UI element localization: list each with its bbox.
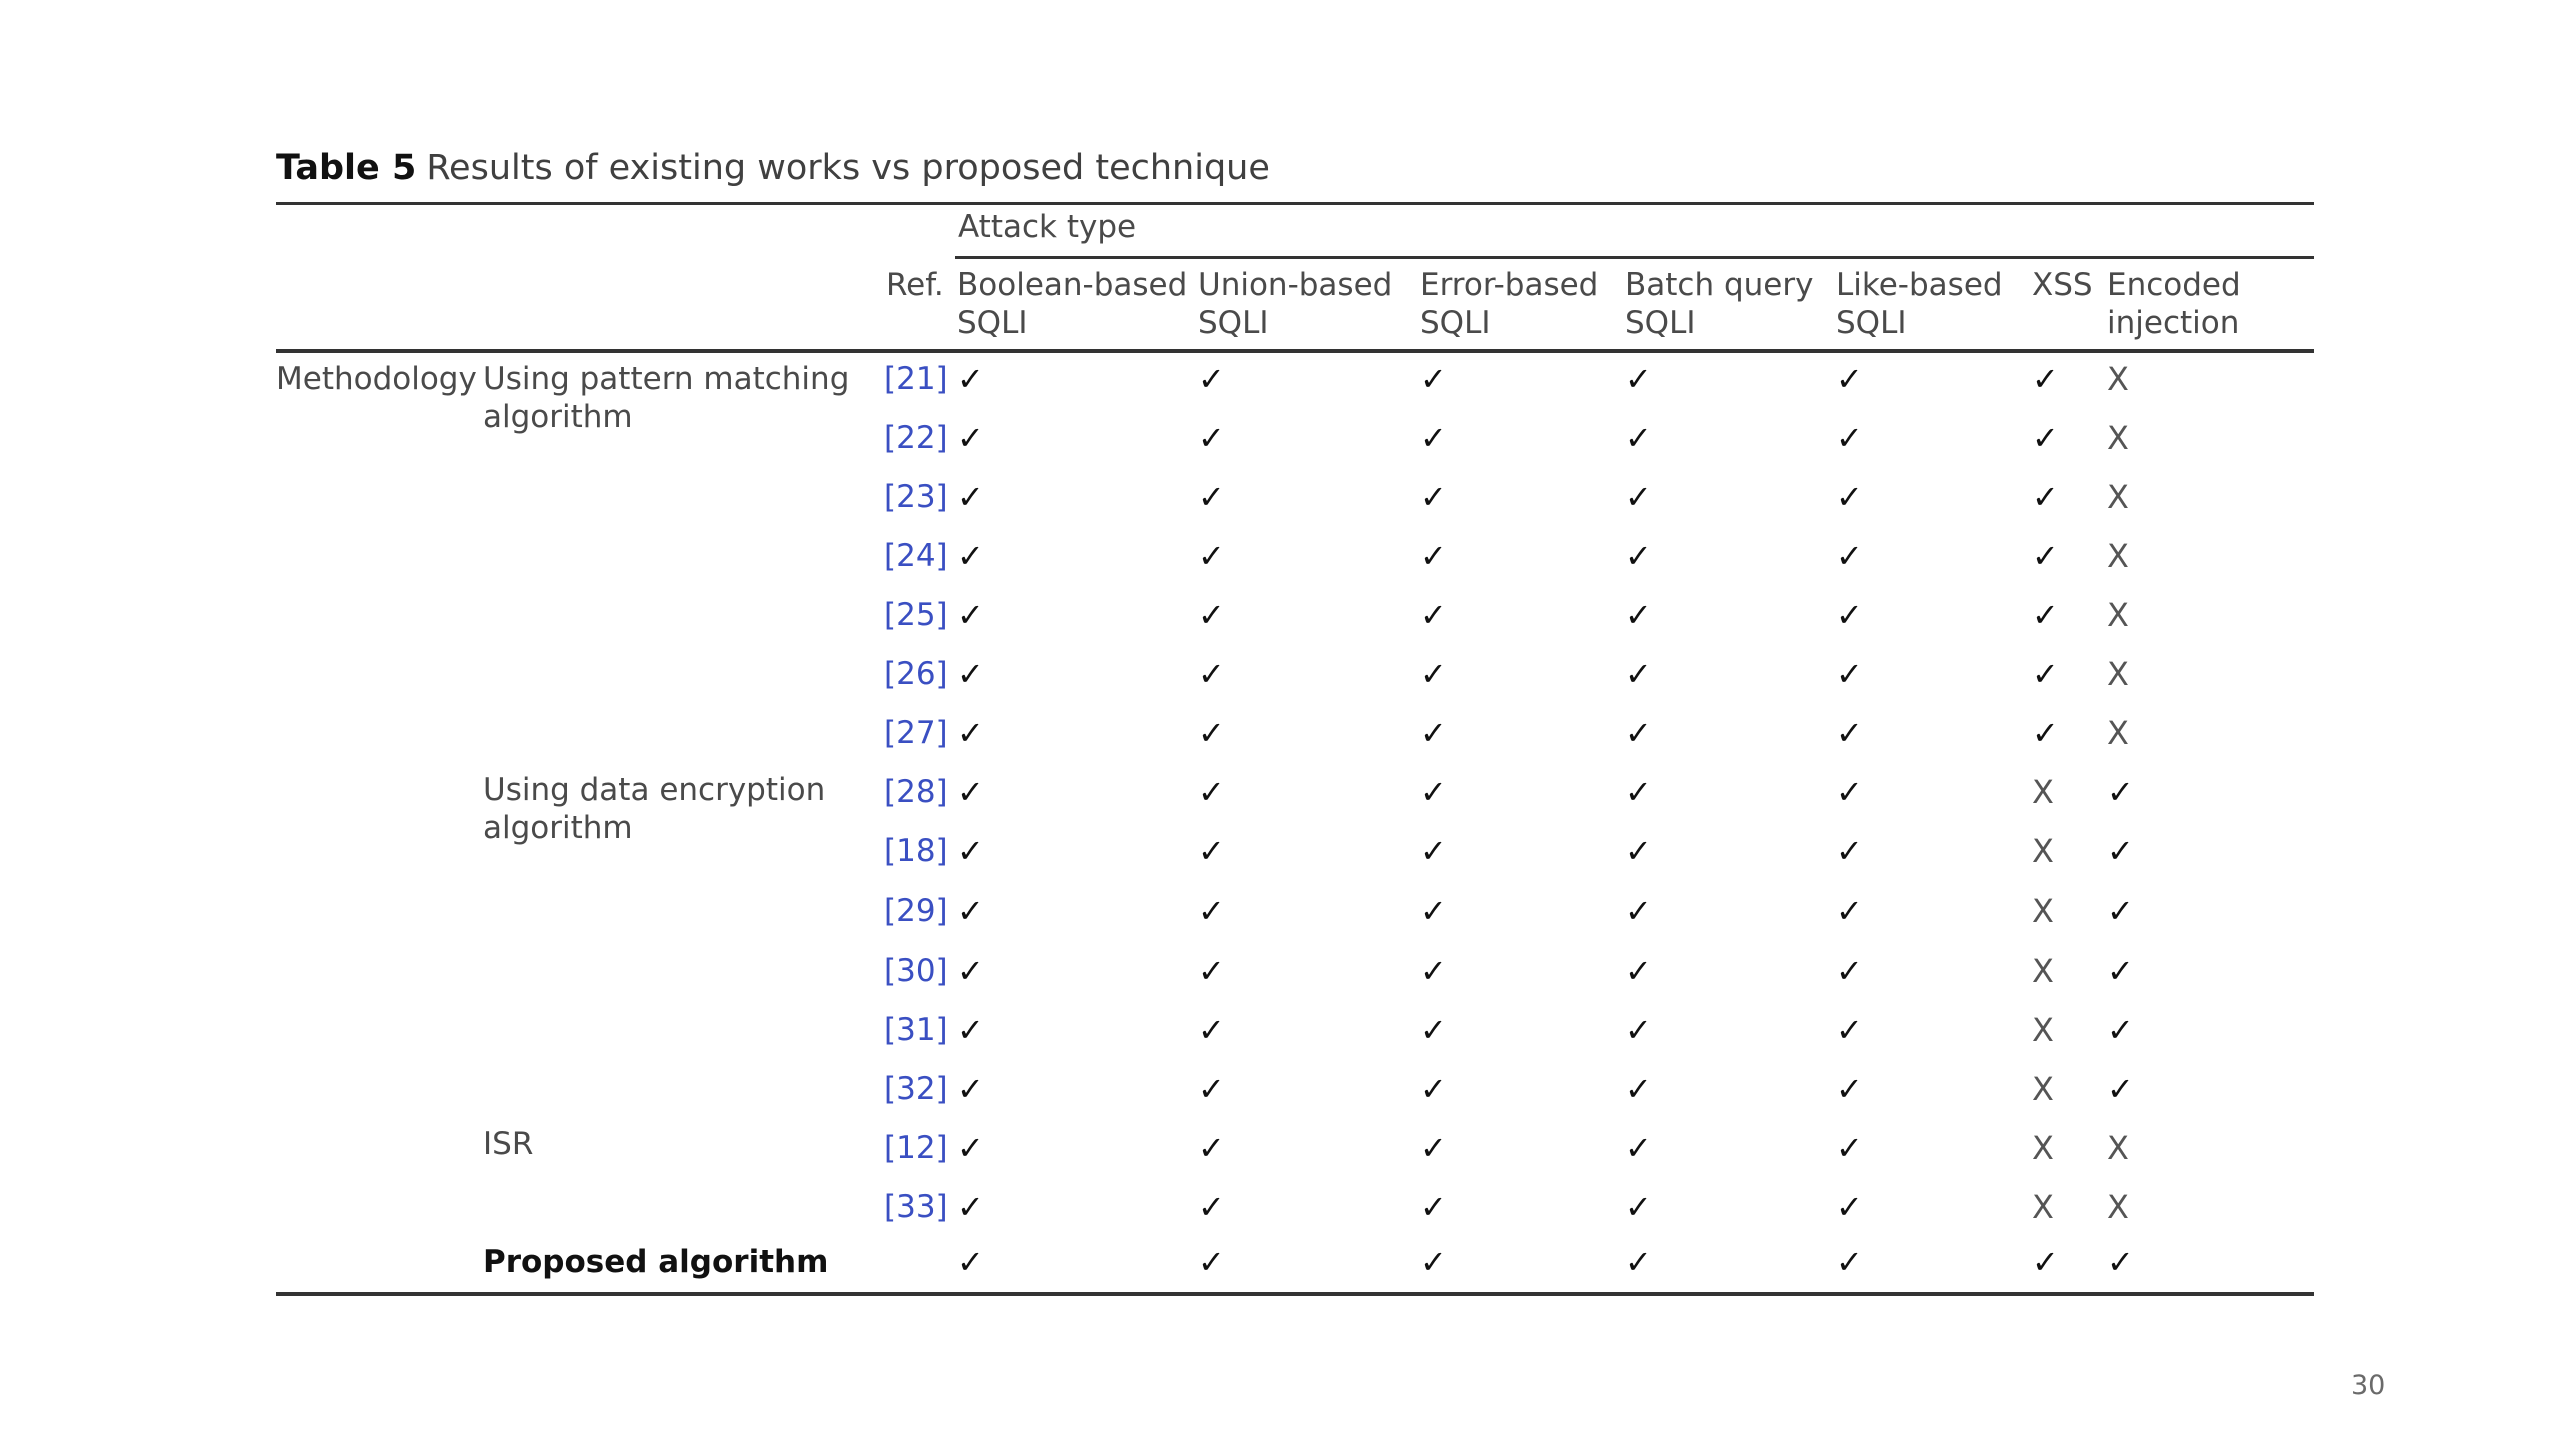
group-pattern-matching-line1: Using pattern matching	[483, 361, 850, 397]
table-cell-mark: X	[2032, 1011, 2054, 1049]
table-row-23	[0, 478, 2560, 528]
ref-link-21[interactable]: [21]	[884, 361, 948, 397]
table-cell-mark: ✓	[2107, 1070, 2134, 1108]
column-header-union-line1: Union-based	[1198, 267, 1393, 303]
column-header-like-line2: SQLI	[1836, 305, 1907, 341]
table-cell-mark: ✓	[2032, 714, 2059, 752]
table-cell-mark: ✓	[957, 714, 984, 752]
column-header-boolean-line1: Boolean-based	[957, 267, 1188, 303]
table-cell-mark: ✓	[1625, 537, 1652, 575]
table-cell-mark: X	[2107, 478, 2129, 516]
table-cell-mark: ✓	[2032, 596, 2059, 634]
table-cell-mark: ✓	[1420, 952, 1447, 990]
table-cell-mark: ✓	[1420, 478, 1447, 516]
ref-link-31[interactable]: [31]	[884, 1012, 948, 1048]
table-cell-mark: ✓	[2032, 360, 2059, 398]
table-row-proposed	[0, 1243, 2560, 1293]
ref-link-27[interactable]: [27]	[884, 715, 948, 751]
table-cell-mark: ✓	[957, 360, 984, 398]
table-header-rule	[276, 349, 2314, 353]
table-cell-mark: ✓	[1198, 419, 1225, 457]
column-header-boolean	[957, 266, 1187, 342]
table-top-rule	[276, 202, 2314, 205]
group-data-encryption-line2: algorithm	[483, 810, 633, 846]
table-cell-mark: ✓	[957, 655, 984, 693]
table-cell-mark: ✓	[1198, 952, 1225, 990]
table-cell-mark: ✓	[1198, 596, 1225, 634]
table-cell-mark: ✓	[2032, 537, 2059, 575]
table-cell-mark: ✓	[957, 1188, 984, 1226]
table-cell-mark: ✓	[1198, 1129, 1225, 1167]
table-cell-mark: ✓	[2032, 655, 2059, 693]
table-cell-mark: X	[2107, 596, 2129, 634]
column-header-union-line2: SQLI	[1198, 305, 1269, 341]
table-cell-mark: ✓	[1625, 892, 1652, 930]
table-cell-mark: ✓	[1420, 655, 1447, 693]
table-cell-mark: ✓	[2032, 478, 2059, 516]
column-header-batch	[1625, 266, 1813, 342]
table-cell-mark: ✓	[1625, 773, 1652, 811]
table-row-12	[0, 1129, 2560, 1179]
table-row-32	[0, 1070, 2560, 1120]
table-cell-mark: ✓	[2032, 419, 2059, 457]
table-cell-mark: ✓	[1420, 892, 1447, 930]
table-cell-mark: ✓	[1836, 714, 1863, 752]
table-cell-mark: X	[2107, 1129, 2129, 1167]
methodology-label: Methodology	[276, 361, 477, 397]
table-cell-mark: ✓	[1836, 419, 1863, 457]
table-cell-mark: ✓	[1625, 478, 1652, 516]
table-cell-mark: X	[2032, 832, 2054, 870]
column-header-batch-line2: SQLI	[1625, 305, 1696, 341]
table-cell-mark: ✓	[957, 1243, 984, 1281]
table-cell-mark: ✓	[1625, 655, 1652, 693]
table-cell-mark: ✓	[1836, 360, 1863, 398]
table-cell-mark: X	[2032, 952, 2054, 990]
table-cell-mark: ✓	[1198, 360, 1225, 398]
column-header-union	[1198, 266, 1392, 342]
table-cell-mark: X	[2107, 360, 2129, 398]
table-cell-mark: ✓	[2107, 952, 2134, 990]
table-cell-mark: ✓	[1198, 478, 1225, 516]
table-cell-mark: ✓	[1198, 832, 1225, 870]
table-row-18	[0, 832, 2560, 882]
table-cell-mark: X	[2032, 892, 2054, 930]
table-cell-mark: ✓	[1836, 832, 1863, 870]
ref-link-30[interactable]: [30]	[884, 953, 948, 989]
table-cell-mark: ✓	[957, 1070, 984, 1108]
table-cell-mark: ✓	[2107, 832, 2134, 870]
table-cell-mark: ✓	[1420, 419, 1447, 457]
table-cell-mark: ✓	[1198, 537, 1225, 575]
table-cell-mark: ✓	[1198, 714, 1225, 752]
table-cell-mark: ✓	[1420, 1129, 1447, 1167]
column-header-encoded-line2: injection	[2107, 305, 2240, 341]
table-cell-mark: ✓	[1836, 952, 1863, 990]
table-row-21	[0, 360, 2560, 410]
ref-header: Ref.	[886, 267, 944, 303]
attack-type-header: Attack type	[958, 209, 1137, 245]
table-cell-mark: ✓	[1836, 1243, 1863, 1281]
table-cell-mark: ✓	[957, 1129, 984, 1167]
table-cell-mark: ✓	[1836, 892, 1863, 930]
table-cell-mark: ✓	[1625, 714, 1652, 752]
table-cell-mark: ✓	[957, 1011, 984, 1049]
table-cell-mark: ✓	[1198, 1070, 1225, 1108]
table-cell-mark: ✓	[1836, 1188, 1863, 1226]
table-row-25	[0, 596, 2560, 646]
table-cell-mark: ✓	[957, 419, 984, 457]
ref-link-24[interactable]: [24]	[884, 538, 948, 574]
ref-link-25[interactable]: [25]	[884, 597, 948, 633]
table-row-22	[0, 419, 2560, 469]
table-cell-mark: ✓	[1420, 832, 1447, 870]
table-cell-mark: ✓	[1625, 832, 1652, 870]
table-cell-mark: ✓	[1625, 1188, 1652, 1226]
table-cell-mark: ✓	[1198, 655, 1225, 693]
table-cell-mark: ✓	[1420, 1070, 1447, 1108]
group-pattern-matching-line2: algorithm	[483, 399, 633, 435]
table-cell-mark: X	[2107, 655, 2129, 693]
ref-link-32[interactable]: [32]	[884, 1071, 948, 1107]
table-cell-mark: ✓	[1836, 1070, 1863, 1108]
table-cell-mark: ✓	[1625, 952, 1652, 990]
table-cell-mark: ✓	[1836, 1011, 1863, 1049]
table-cell-mark: ✓	[957, 478, 984, 516]
column-header-xss-line1: XSS	[2032, 267, 2093, 303]
table-cell-mark: X	[2032, 1070, 2054, 1108]
table-cell-mark: ✓	[1198, 1243, 1225, 1281]
table-cell-mark: ✓	[1420, 537, 1447, 575]
table-cell-mark: X	[2107, 419, 2129, 457]
table-cell-mark: ✓	[1198, 1011, 1225, 1049]
ref-link-33[interactable]: [33]	[884, 1189, 948, 1225]
table-bottom-rule	[276, 1292, 2314, 1296]
table-row-26	[0, 655, 2560, 705]
table-cell-mark: ✓	[2107, 1243, 2134, 1281]
column-header-encoded	[2107, 266, 2241, 342]
group-data-encryption-line1: Using data encryption	[483, 772, 826, 808]
ref-link-22[interactable]: [22]	[884, 420, 948, 456]
table-row-31	[0, 1011, 2560, 1061]
table-cell-mark: X	[2107, 1188, 2129, 1226]
table-row-27	[0, 714, 2560, 764]
table-caption-text: Results of existing works vs proposed technique	[426, 148, 1270, 188]
column-header-encoded-line1: Encoded	[2107, 267, 2241, 303]
ref-link-23[interactable]: [23]	[884, 479, 948, 515]
table-cell-mark: ✓	[957, 952, 984, 990]
table-cell-mark: ✓	[1625, 360, 1652, 398]
table-cell-mark: ✓	[1420, 360, 1447, 398]
column-header-error	[1420, 266, 1598, 342]
table-cell-mark: ✓	[1198, 773, 1225, 811]
ref-link-29[interactable]: [29]	[884, 893, 948, 929]
table-cell-mark: ✓	[1836, 478, 1863, 516]
table-cell-mark: ✓	[1836, 537, 1863, 575]
ref-link-12[interactable]: [12]	[884, 1130, 948, 1166]
ref-link-18[interactable]: [18]	[884, 833, 948, 869]
table-caption-label: Table 5	[276, 148, 417, 188]
group-isr-line1: ISR	[483, 1126, 534, 1162]
table-cell-mark: ✓	[957, 832, 984, 870]
table-cell-mark: ✓	[1836, 773, 1863, 811]
column-header-batch-line1: Batch query	[1625, 267, 1814, 303]
table-cell-mark: ✓	[1625, 1129, 1652, 1167]
column-header-like-line1: Like-based	[1836, 267, 2003, 303]
table-row-30	[0, 952, 2560, 1002]
column-header-like	[1836, 266, 2003, 342]
table-cell-mark: ✓	[1198, 892, 1225, 930]
page-number: 30	[2351, 1370, 2386, 1401]
table-cell-mark: ✓	[1625, 419, 1652, 457]
attack-type-rule	[955, 256, 2314, 259]
column-header-error-line1: Error-based	[1420, 267, 1599, 303]
table-cell-mark: ✓	[1420, 1188, 1447, 1226]
table-cell-mark: ✓	[1625, 1243, 1652, 1281]
group-proposed-line1: Proposed algorithm	[483, 1244, 829, 1280]
table-caption	[276, 148, 1270, 188]
table-cell-mark: ✓	[1836, 655, 1863, 693]
table-cell-mark: ✓	[957, 892, 984, 930]
table-cell-mark: X	[2032, 1129, 2054, 1167]
ref-link-28[interactable]: [28]	[884, 774, 948, 810]
table-cell-mark: X	[2107, 714, 2129, 752]
table-cell-mark: ✓	[1836, 596, 1863, 634]
table-cell-mark: ✓	[2107, 892, 2134, 930]
table-cell-mark: ✓	[2107, 773, 2134, 811]
table-row-28	[0, 773, 2560, 823]
table-row-33	[0, 1188, 2560, 1238]
table-cell-mark: ✓	[1420, 773, 1447, 811]
table-cell-mark: ✓	[1625, 596, 1652, 634]
table-cell-mark: ✓	[957, 596, 984, 634]
table-cell-mark: ✓	[1625, 1011, 1652, 1049]
table-cell-mark: X	[2107, 537, 2129, 575]
table-cell-mark: ✓	[2032, 1243, 2059, 1281]
table-cell-mark: ✓	[1836, 1129, 1863, 1167]
column-header-xss	[2032, 266, 2093, 304]
table-cell-mark: ✓	[1420, 596, 1447, 634]
table-row-29	[0, 892, 2560, 942]
table-cell-mark: ✓	[1420, 1243, 1447, 1281]
column-header-boolean-line2: SQLI	[957, 305, 1028, 341]
table-cell-mark: X	[2032, 773, 2054, 811]
table-cell-mark: ✓	[957, 537, 984, 575]
table-cell-mark: ✓	[1198, 1188, 1225, 1226]
ref-link-26[interactable]: [26]	[884, 656, 948, 692]
table-cell-mark: ✓	[957, 773, 984, 811]
table-cell-mark: ✓	[2107, 1011, 2134, 1049]
table-cell-mark: ✓	[1625, 1070, 1652, 1108]
table-cell-mark: X	[2032, 1188, 2054, 1226]
table-row-24	[0, 537, 2560, 587]
table-cell-mark: ✓	[1420, 1011, 1447, 1049]
table-cell-mark: ✓	[1420, 714, 1447, 752]
column-header-error-line2: SQLI	[1420, 305, 1491, 341]
